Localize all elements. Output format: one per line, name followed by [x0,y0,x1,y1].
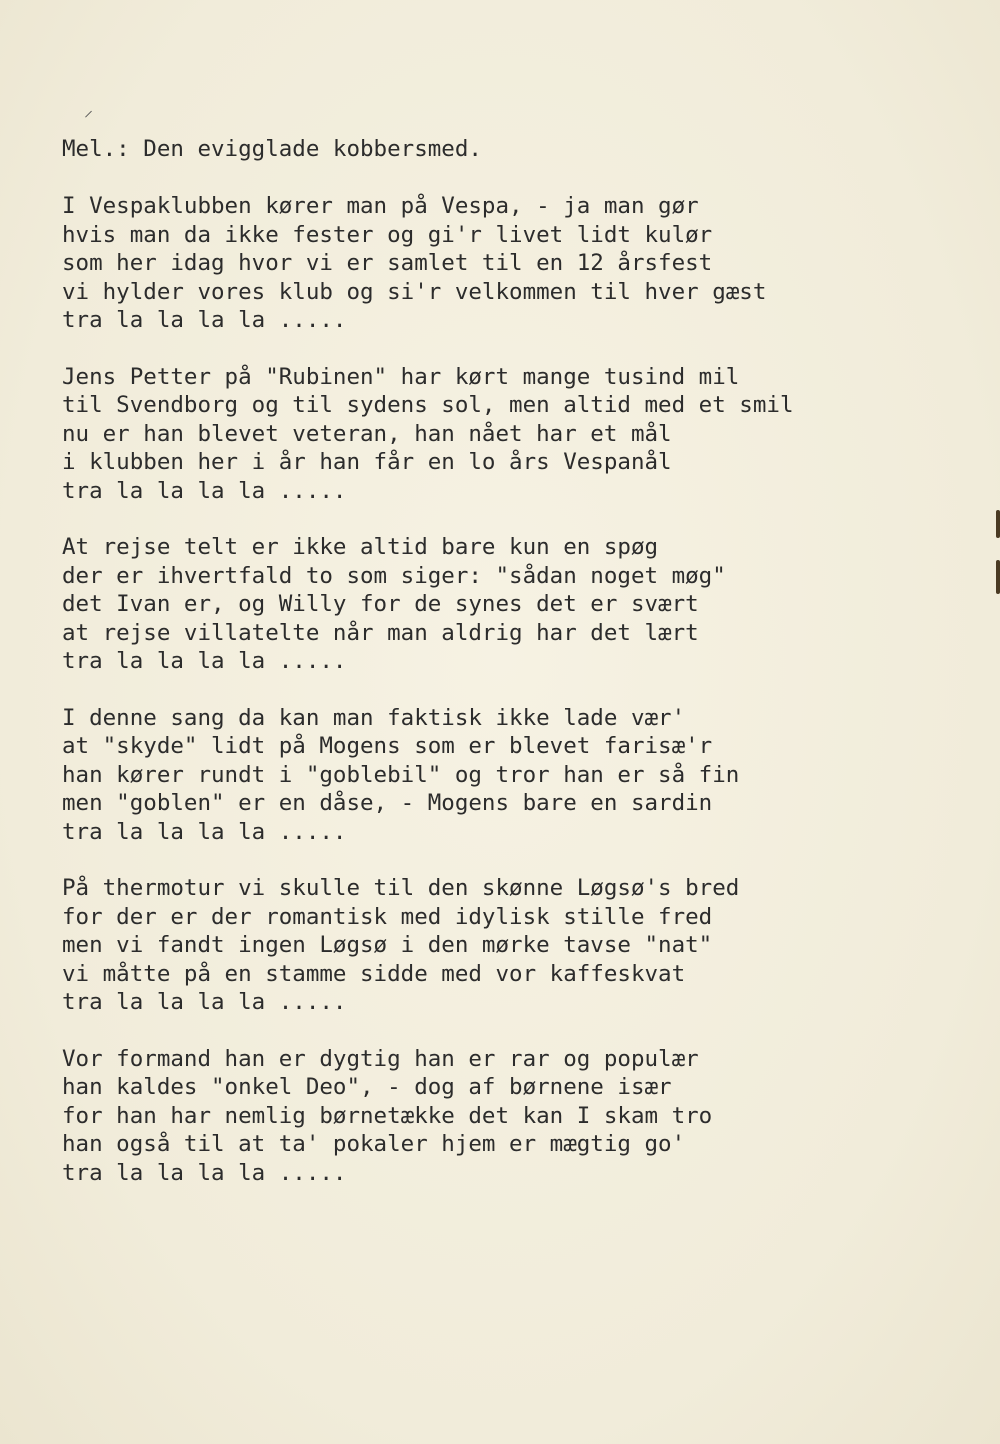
verse-line: som her idag hvor vi er samlet til en 12 årsfest [62,250,713,276]
verse-line: han kaldes "onkel Deo", - dog af børnene især [62,1074,672,1100]
stanza [62,704,962,847]
melody-title: Mel.: Den evigglade kobbersmed. [62,136,482,162]
stanza [62,1045,962,1188]
verse-line: han kører rundt i "goblebil" og tror han er så fin [62,761,740,788]
refrain-line: tra la la la la ..... [62,307,347,333]
verse-line: I Vespaklubben kører man på Vespa, - ja man gør [62,193,699,219]
verse-line: at "skyde" lidt på Mogens som er blevet farisæ'r [62,733,713,759]
verse-line: men vi fandt ingen Løgsø i den mørke tavse "nat" [62,932,713,958]
refrain-line: tra la la la la ..... [62,989,347,1015]
refrain-line: tra la la la la ..... [62,818,347,845]
verse-line: På thermotur vi skulle til den skønne Løgsø's bred [62,875,740,901]
stanza [62,874,962,1017]
binding-hole-mark [996,560,1000,594]
verse-line: han også til at ta' pokaler hjem er mægtig go' [62,1131,686,1157]
verse-line: til Svendborg og til sydens sol, men altid med et smil [62,392,794,418]
stanza [62,363,962,506]
verse-line: men "goblen" er en dåse, - Mogens bare en sardin [62,790,713,816]
refrain-line: tra la la la la ..... [62,648,347,674]
verse-line: at rejse villatelte når man aldrig har det lært [62,619,699,646]
verse-line: det Ivan er, og Willy for de synes det er svært [62,591,699,617]
verse-line: hvis man da ikke fester og gi'r livet lidt kulør [62,221,713,248]
verse-line: der er ihvertfald to som siger: "sådan noget møg" [62,562,726,589]
verse-line: vi måtte på en stamme sidde med vor kaffeskvat [62,960,686,987]
binding-hole-mark [996,510,1000,538]
stanza [62,192,962,335]
verse-line: I denne sang da kan man faktisk ikke lade vær' [62,704,686,731]
verse-line: i klubben her i år han får en lo års Vespanål [62,449,672,475]
verse-line: Jens Petter på "Rubinen" har kørt mange tusind mil [62,363,740,390]
verse-line: for der er der romantisk med idylisk stille fred [62,903,713,930]
refrain-line: tra la la la la ..... [62,477,347,504]
refrain-line: tra la la la la ..... [62,1159,347,1186]
verse-line: At rejse telt er ikke altid bare kun en spøg [62,534,659,560]
verse-line: nu er han blevet veteran, han nået har et mål [62,420,672,447]
verse-line: Vor formand han er dygtig han er rar og populær [62,1045,699,1072]
stanza [62,533,962,676]
song-sheet [62,134,962,1187]
verse-line: for han har nemlig børnetække det kan I skam tro [62,1102,713,1129]
stray-mark: ⸝ [84,100,93,121]
verse-line: vi hylder vores klub og si'r velkommen til hver gæst [62,278,767,305]
